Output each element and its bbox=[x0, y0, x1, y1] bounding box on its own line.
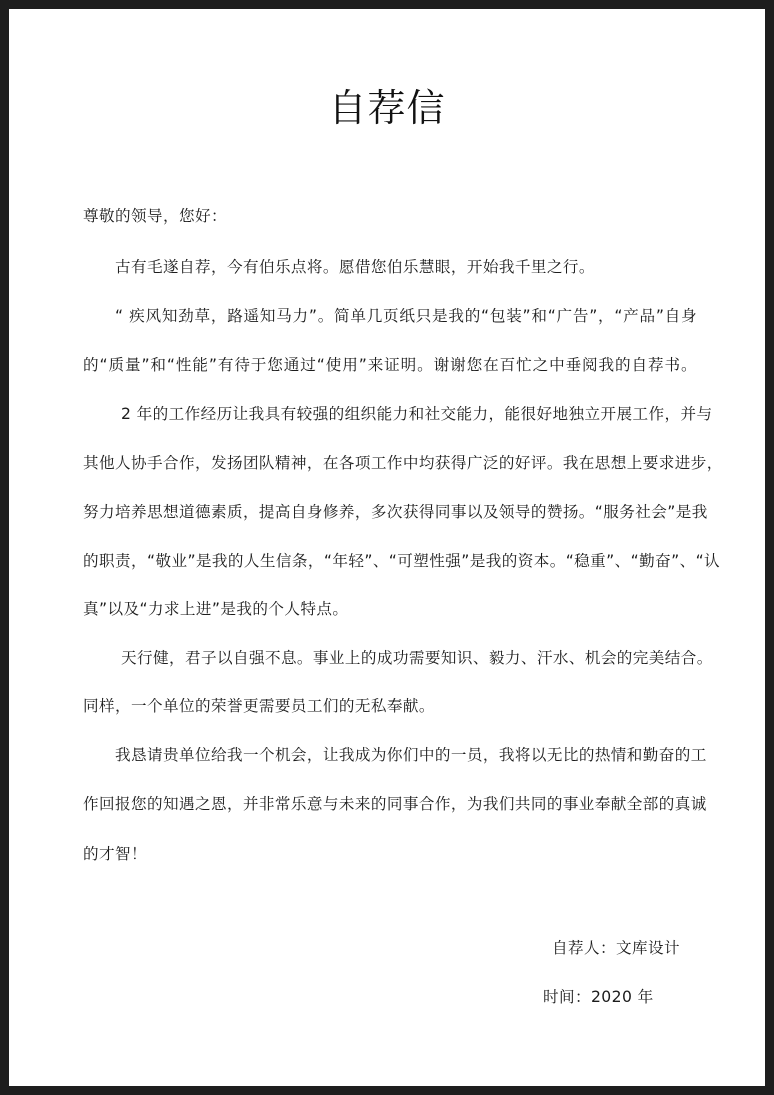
paragraph-line: 真”以及“力求上进”是我的个人特点。 bbox=[83, 600, 349, 618]
paragraph-line: 的职责，“敬业”是我的人生信条，“年轻”、“可塑性强”是我的资本。“稳重”、“勤奋”、“认 bbox=[83, 552, 721, 570]
paragraph-line: 我恳请贵单位给我一个机会，让我成为你们中的一员，我将以无比的热情和勤奋的工 bbox=[115, 746, 707, 764]
paragraph-line: 2 年的工作经历让我具有较强的组织能力和社交能力，能很好地独立开展工作，并与 bbox=[121, 405, 713, 423]
paragraph-line: 努力培养思想道德素质，提高自身修养，多次获得同事以及领导的赞扬。“服务社会”是我 bbox=[83, 503, 708, 521]
page-title: 自荐信 bbox=[328, 86, 446, 130]
paragraph-line: 古有毛遂自荐，今有伯乐点将。愿借您伯乐慧眼，开始我千里之行。 bbox=[115, 258, 595, 276]
paragraph-line: 的才智！ bbox=[83, 845, 147, 863]
date-line: 时间：2020 年 bbox=[543, 988, 654, 1006]
greeting-line: 尊敬的领导，您好： bbox=[83, 207, 227, 225]
paragraph-line: “ 疾风知劲草，路遥知马力”。简单几页纸只是我的“包装”和“广告”，“产品”自身 bbox=[115, 307, 697, 325]
paragraph-line: 天行健，君子以自强不息。事业上的成功需要知识、毅力、汗水、机会的完美结合。 bbox=[121, 649, 713, 667]
paragraph-line: 的“质量”和“性能”有待于您通过“使用”来证明。谢谢您在百忙之中垂阅我的自荐书。 bbox=[83, 356, 697, 374]
signature-line: 自荐人：文库设计 bbox=[552, 939, 680, 957]
paragraph-line: 作回报您的知遇之恩，并非常乐意与未来的同事合作，为我们共同的事业奉献全部的真诚 bbox=[83, 795, 707, 813]
paragraph-line: 同样，一个单位的荣誉更需要员工们的无私奉献。 bbox=[83, 697, 435, 715]
paragraph-line: 其他人协手合作，发扬团队精神，在各项工作中均获得广泛的好评。我在思想上要求进步， bbox=[83, 454, 723, 472]
